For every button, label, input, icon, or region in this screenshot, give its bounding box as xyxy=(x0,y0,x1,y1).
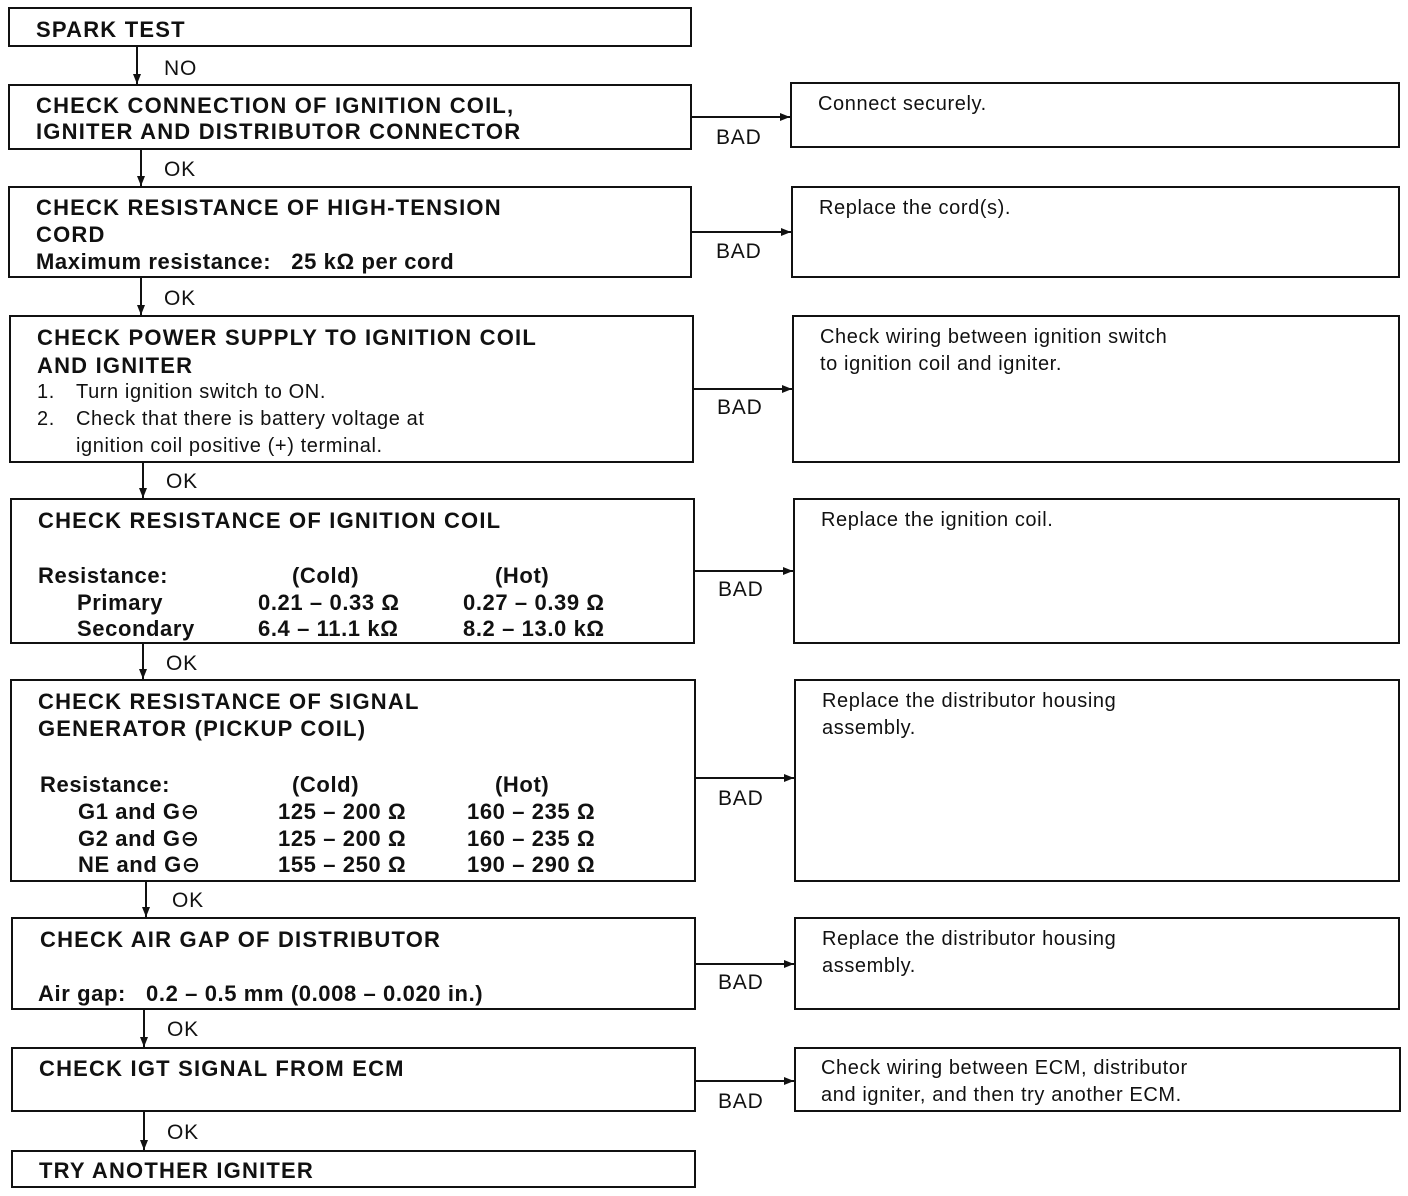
check-wiring-ecm-box xyxy=(794,1047,1401,1112)
signal-generator-title-2: GENERATOR (PICKUP COIL) xyxy=(38,716,367,741)
replace-ignition-coil-box xyxy=(793,498,1400,644)
coil-row-cold: 6.4 – 11.1 kΩ xyxy=(258,616,399,641)
pickup-row-hot: 160 – 235 Ω xyxy=(467,799,596,824)
bad-label-1: BAD xyxy=(716,126,762,149)
pickup-row-hot: 190 – 290 Ω xyxy=(467,852,596,877)
replace-cord-text: Replace the cord(s). xyxy=(819,197,1012,219)
coil-row-name: Secondary xyxy=(77,616,195,641)
try-another-igniter-box xyxy=(11,1150,696,1188)
power-supply-box xyxy=(9,315,694,463)
replace-distributor-text-1b: assembly. xyxy=(822,717,916,739)
check-wiring-ecm-text-1: Check wiring between ECM, distributor xyxy=(821,1057,1188,1079)
coil-row-hot: 8.2 – 13.0 kΩ xyxy=(463,616,605,641)
power-supply-title-2: AND IGNITER xyxy=(37,353,194,378)
replace-distributor-text-2a: Replace the distributor housing xyxy=(822,928,1117,950)
coil-row-hot: 0.27 – 0.39 Ω xyxy=(463,590,605,615)
connect-securely-box xyxy=(790,82,1400,148)
signal-generator-title-1: CHECK RESISTANCE OF SIGNAL xyxy=(38,689,420,714)
replace-distributor-text-2b: assembly. xyxy=(822,955,916,977)
check-wiring-switch-text-2: to ignition coil and igniter. xyxy=(820,353,1062,375)
replace-distributor-box-2 xyxy=(794,917,1400,1010)
coil-cold-header: (Cold) xyxy=(292,563,360,588)
instruction-1-text: Turn ignition switch to ON. xyxy=(76,381,326,403)
bad-label-5: BAD xyxy=(718,787,764,810)
bad-label-4: BAD xyxy=(718,578,764,601)
coil-resistance-label: Resistance: xyxy=(38,563,169,588)
spark-test-text: SPARK TEST xyxy=(36,17,186,42)
down-arrowhead xyxy=(133,74,141,84)
max-resistance-spec: Maximum resistance: 25 kΩ per cord xyxy=(36,249,455,274)
instruction-2-num: 2. xyxy=(37,408,55,430)
check-wiring-switch-box xyxy=(792,315,1400,463)
coil-row-name: Primary xyxy=(77,590,164,615)
air-gap-title: CHECK AIR GAP OF DISTRIBUTOR xyxy=(40,927,442,952)
down-arrowhead xyxy=(140,1140,148,1150)
bad-label-7: BAD xyxy=(718,1090,764,1113)
high-tension-cord-box xyxy=(8,186,692,278)
ok-label-2: OK xyxy=(164,287,196,310)
instruction-1-num: 1. xyxy=(37,381,55,403)
high-tension-title-2: CORD xyxy=(36,222,106,247)
replace-ignition-coil-text: Replace the ignition coil. xyxy=(821,509,1054,531)
igt-signal-title: CHECK IGT SIGNAL FROM ECM xyxy=(39,1056,405,1081)
pickup-row-cold: 125 – 200 Ω xyxy=(278,799,407,824)
ok-label-1: OK xyxy=(164,158,196,181)
replace-distributor-box-1 xyxy=(794,679,1400,882)
ok-label-5: OK xyxy=(172,889,204,912)
check-connection-title-2: IGNITER AND DISTRIBUTOR CONNECTOR xyxy=(36,119,522,144)
coil-hot-header: (Hot) xyxy=(495,563,550,588)
bad-label-2: BAD xyxy=(716,240,762,263)
try-another-igniter-text: TRY ANOTHER IGNITER xyxy=(39,1158,314,1183)
replace-cord-box xyxy=(791,186,1400,278)
signal-generator-box xyxy=(10,679,696,882)
high-tension-title-1: CHECK RESISTANCE OF HIGH-TENSION xyxy=(36,195,502,220)
ignition-coil-title: CHECK RESISTANCE OF IGNITION COIL xyxy=(38,508,502,533)
right-arrowhead xyxy=(784,1077,794,1085)
air-gap-box xyxy=(11,917,696,1010)
down-arrowhead xyxy=(137,305,145,315)
right-arrowhead xyxy=(784,774,794,782)
right-arrowhead xyxy=(780,113,790,121)
down-arrowhead xyxy=(139,488,147,498)
down-arrowhead xyxy=(139,669,147,679)
bad-label-6: BAD xyxy=(718,971,764,994)
pickup-hot-header: (Hot) xyxy=(495,772,550,797)
spark-test-box xyxy=(8,7,692,47)
check-wiring-switch-text-1: Check wiring between ignition switch xyxy=(820,326,1168,348)
replace-distributor-text-1a: Replace the distributor housing xyxy=(822,690,1117,712)
down-arrowhead xyxy=(140,1037,148,1047)
ignition-coil-resistance-box xyxy=(10,498,695,644)
pickup-cold-header: (Cold) xyxy=(292,772,360,797)
power-supply-title-1: CHECK POWER SUPPLY TO IGNITION COIL xyxy=(37,325,537,350)
check-connection-title-1: CHECK CONNECTION OF IGNITION COIL, xyxy=(36,93,515,118)
connect-securely-text: Connect securely. xyxy=(818,93,987,115)
bad-label-3: BAD xyxy=(717,396,763,419)
ok-label-4: OK xyxy=(166,652,198,675)
check-wiring-ecm-text-2: and igniter, and then try another ECM. xyxy=(821,1084,1182,1106)
pickup-row-name: G1 and G⊖ xyxy=(78,799,200,824)
right-arrowhead xyxy=(784,960,794,968)
ok-label-6: OK xyxy=(167,1018,199,1041)
pickup-row-cold: 125 – 200 Ω xyxy=(278,826,407,851)
pickup-row-name: NE and G⊖ xyxy=(78,852,201,877)
check-connection-box xyxy=(8,84,692,150)
right-arrowhead xyxy=(782,385,792,393)
down-arrowhead xyxy=(142,907,150,917)
ok-label-7: OK xyxy=(167,1121,199,1144)
coil-row-cold: 0.21 – 0.33 Ω xyxy=(258,590,400,615)
right-arrowhead xyxy=(781,228,791,236)
down-arrowhead xyxy=(137,176,145,186)
air-gap-spec: Air gap: 0.2 – 0.5 mm (0.008 – 0.020 in.) xyxy=(38,981,484,1006)
igt-signal-box xyxy=(11,1047,696,1112)
right-arrowhead xyxy=(783,567,793,575)
no-label: NO xyxy=(164,57,198,80)
instruction-2-text-1: Check that there is battery voltage at xyxy=(76,408,425,430)
pickup-row-hot: 160 – 235 Ω xyxy=(467,826,596,851)
pickup-row-cold: 155 – 250 Ω xyxy=(278,852,407,877)
pickup-resistance-label: Resistance: xyxy=(40,772,171,797)
instruction-2-text-2: ignition coil positive (+) terminal. xyxy=(76,435,383,457)
pickup-row-name: G2 and G⊖ xyxy=(78,826,200,851)
ok-label-3: OK xyxy=(166,470,198,493)
